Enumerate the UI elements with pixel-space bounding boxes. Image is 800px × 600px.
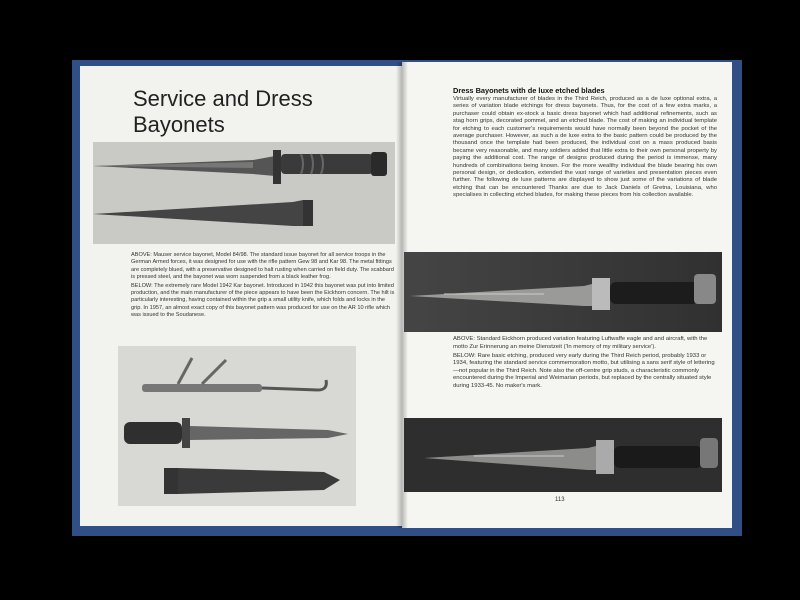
caption-above-right: ABOVE: Standard Eickhorn produced variation featuring Luftwaffe eagle and and aircraft, with the motto Zur Erinnerung an meine Dienstzeit ('In memory of my military service'). bbox=[453, 336, 708, 350]
caption-below-right: BELOW: Rare basic etching, produced very early during the Third Reich period, probably 1933 or 1934, featuring the standard service commemoration motto, but utilising a sans serif style of lettering—not popular in the Third Reich. Note also the off-centre grip studs, a characteristic commonly encountered during the Imperial and Weimarian periods, but replaced by the centrally situated style during 1933-45. No maker's mark. bbox=[453, 352, 715, 390]
caption-eickhorn bbox=[453, 336, 717, 392]
caption-below-text: BELOW: The extremely rare Model 1942 Kar bayonet. Introduced in 1942 this bayonet was put into limited production, and the main manufacturer of the piece appears to have been the Eickhorn concern. The hilt is particularly interesting, having contained within the grip a small utility knife, which folds and locks in the grip. In 1957, an almost exact copy of this bayonet pattern was produced for use on the AR 10 rifle which was issued to the Soudanese. bbox=[131, 282, 395, 318]
section-heading: Dress Bayonets with de luxe etched blades bbox=[453, 86, 605, 95]
photo-eickhorn-etched-bayonet bbox=[404, 252, 722, 332]
body-text: Virtually every manufacturer of blades in the Third Reich, produced as a de luxe optional extra, a series of variation blade etchings for dress bayonets. Thus, for the cost of a few extra marks, a purchaser could obtain ex-stock a basic dress bayonet which had additional refinements, such as stag horn grips, decorated pommel, and an etched blade. The cost of making an individual template for etching to each customer's requirements would have normally been beyond the pocket of the average purchaser. However, as such a de luxe extra to the basic pattern could be produced by the thousand once the template had been produced, the individual cost on a mass produced basis became very reasonable, and many soldiers added that little extra to their own personal property by paying the additional cost. The range of designs produced during the period is immense, many hundreds of combinations being known. For the more wealthy individual the blade bearing his own personal design, or dedication, extended the vast range of varieties and presentation pieces even further. The following de luxe patterns are displayed to show just some of the variations of blade etching that can be encountered Thanks are due to Jack Daniels of Gretna, Louisiana, who specialises in collecting etched blades, for making these pieces from his collection available. bbox=[453, 96, 717, 199]
caption-above-text: ABOVE: Mauser service bayonet, Model 84/98. The standard issue bayonet for all service troops in the German Armed forces, it was designed for use with the rifle pattern Gew 98 and Kar 98. The metal fittings are completely blued, with a preservative designed to halt rusting when carried on field duty. The scabbard is pressed steel, and the bayonet was worn suspended from a black leather frog. bbox=[131, 252, 394, 280]
page-number: 113 bbox=[555, 497, 565, 503]
page-title: Service and Dress Bayonets bbox=[133, 86, 313, 137]
caption-mauser bbox=[131, 252, 395, 321]
photo-early-etched-bayonet bbox=[404, 418, 722, 492]
photo-kar-bayonet bbox=[118, 346, 356, 506]
photo-mauser-bayonet bbox=[93, 142, 395, 244]
